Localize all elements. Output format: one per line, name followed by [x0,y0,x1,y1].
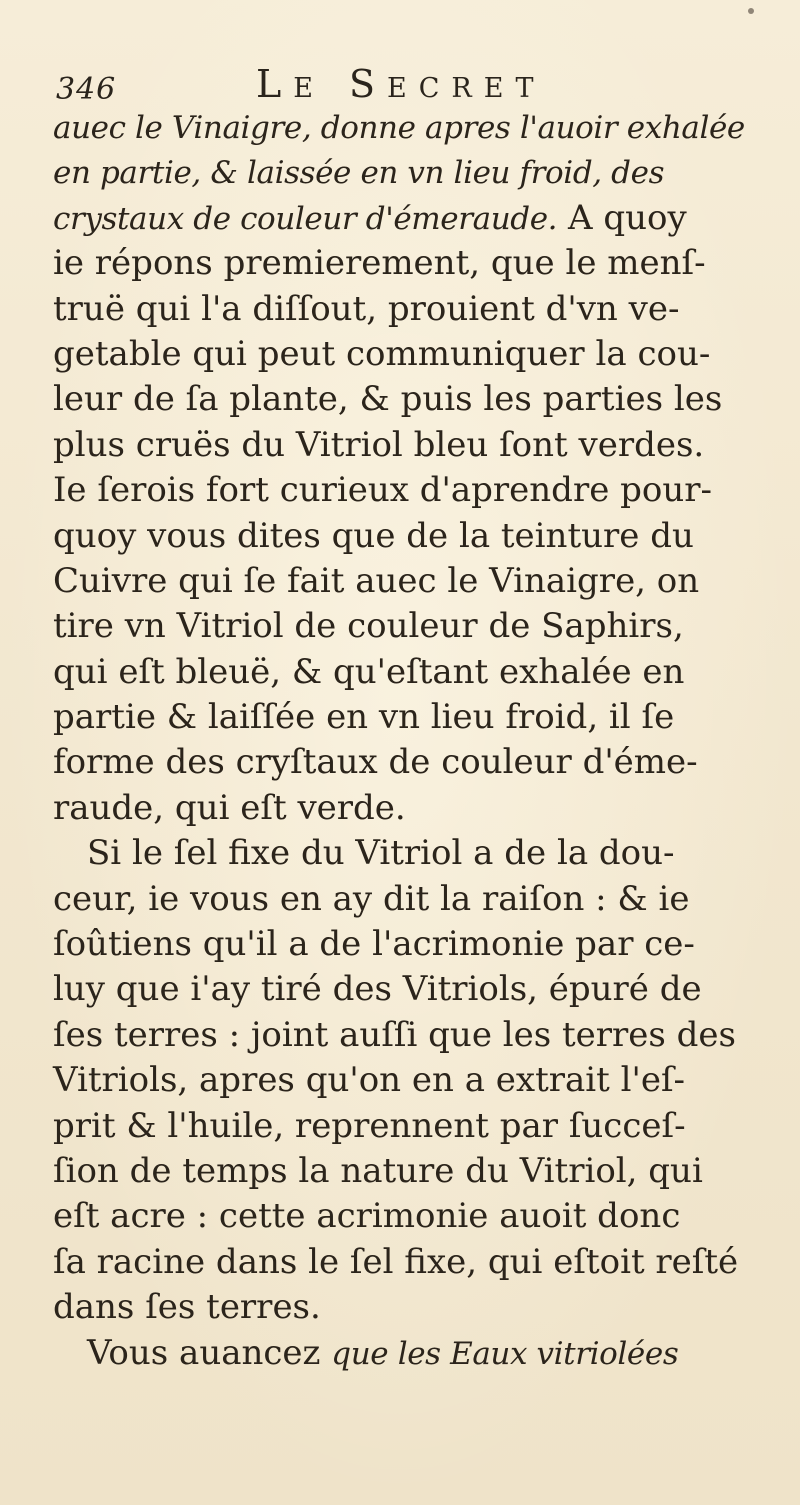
roman-segment: Cuivre qui ſe fait auec le Vinaigre, on [53,560,700,601]
text-line [53,922,793,967]
roman-segment: ſoûtiens qu'il a de l'acrimonie par ce- [53,924,695,965]
roman-segment: truë qui l'a diſſout, prouient d'vn ve- [53,288,680,329]
italic-segment: en partie, & laissée en vn lieu froid, des [53,155,665,192]
text-line [53,695,793,740]
roman-segment: Si le ſel fixe du Vitriol a de la dou- [87,833,675,874]
text-line [53,604,793,649]
roman-segment: qui eſt bleuë, & qu'eſtant exhalée en [53,651,685,692]
text-line [53,740,793,785]
roman-segment: ſion de temps la nature du Vitriol, qui [53,1150,703,1191]
text-line [53,1285,793,1330]
text-line [53,1194,793,1239]
text-line [53,786,793,831]
roman-segment: Ie ſerois fort curieux d'aprendre pour- [53,470,712,511]
text-line [53,1104,793,1149]
ink-speck [748,8,754,14]
roman-segment: leur de ſa plante, & puis les parties les [53,379,723,420]
text-line [53,241,793,286]
text-line [53,1240,793,1285]
text-line [53,423,793,468]
roman-segment: dans ſes terres. [53,1287,321,1328]
text-line [53,1331,793,1376]
roman-segment: prit & l'huile, reprennent par ſucceſ- [53,1105,686,1146]
body-text [53,105,793,1376]
text-line [53,287,793,332]
roman-segment: Vitriols, apres qu'on en a extrait l'eſ- [53,1060,686,1101]
roman-segment: getable qui peut communiquer la cou- [53,333,711,374]
text-line [53,559,793,604]
roman-segment: ie répons premierement, que le menſ- [53,243,706,284]
text-line [53,514,793,559]
text-line [53,1149,793,1194]
roman-segment: A quoy [557,197,687,238]
italic-segment: auec le Vinaigre, donne apres l'auoir exhalée [53,110,745,146]
roman-segment: eſt acre : cette acrimonie auoit donc [53,1196,681,1237]
roman-segment: luy que i'ay tiré des Vitriols, épuré de [53,969,702,1010]
page-number: 346 [56,72,117,107]
text-line [53,1013,793,1058]
roman-segment: ſes terres : joint auſſi que les terres des [53,1014,737,1055]
italic-segment: que les Eaux vitriolées [331,1335,679,1372]
text-line [53,377,793,422]
text-line [53,150,793,195]
roman-segment: quoy vous dites que de la teinture du [53,515,694,556]
roman-segment: tire vn Vitriol de couleur de Saphirs, [53,606,684,647]
roman-segment: ceur, ie vous en ay dit la raiſon : & ie [53,878,690,919]
roman-segment: partie & laiſſée en vn lieu froid, il ſe [53,697,675,738]
roman-segment: ſa racine dans le ſel fixe, qui eſtoit reſté [53,1241,739,1282]
text-line [53,468,793,513]
text-line [53,877,793,922]
text-line [53,1058,793,1103]
roman-segment: plus cruës du Vitriol bleu ſont verdes. [53,424,705,465]
text-line [53,105,793,150]
italic-segment: crystaux de couleur d'émeraude. [53,200,558,237]
text-line [53,967,793,1012]
roman-segment: forme des cryſtaux de couleur d'éme- [53,742,698,783]
text-line [53,650,793,695]
text-line [53,831,793,876]
roman-segment: Vous auancez [87,1332,332,1373]
roman-segment: raude, qui eſt verde. [53,787,406,828]
text-line [53,196,793,241]
text-line [53,332,793,377]
running-title: Le Secret [256,62,546,106]
